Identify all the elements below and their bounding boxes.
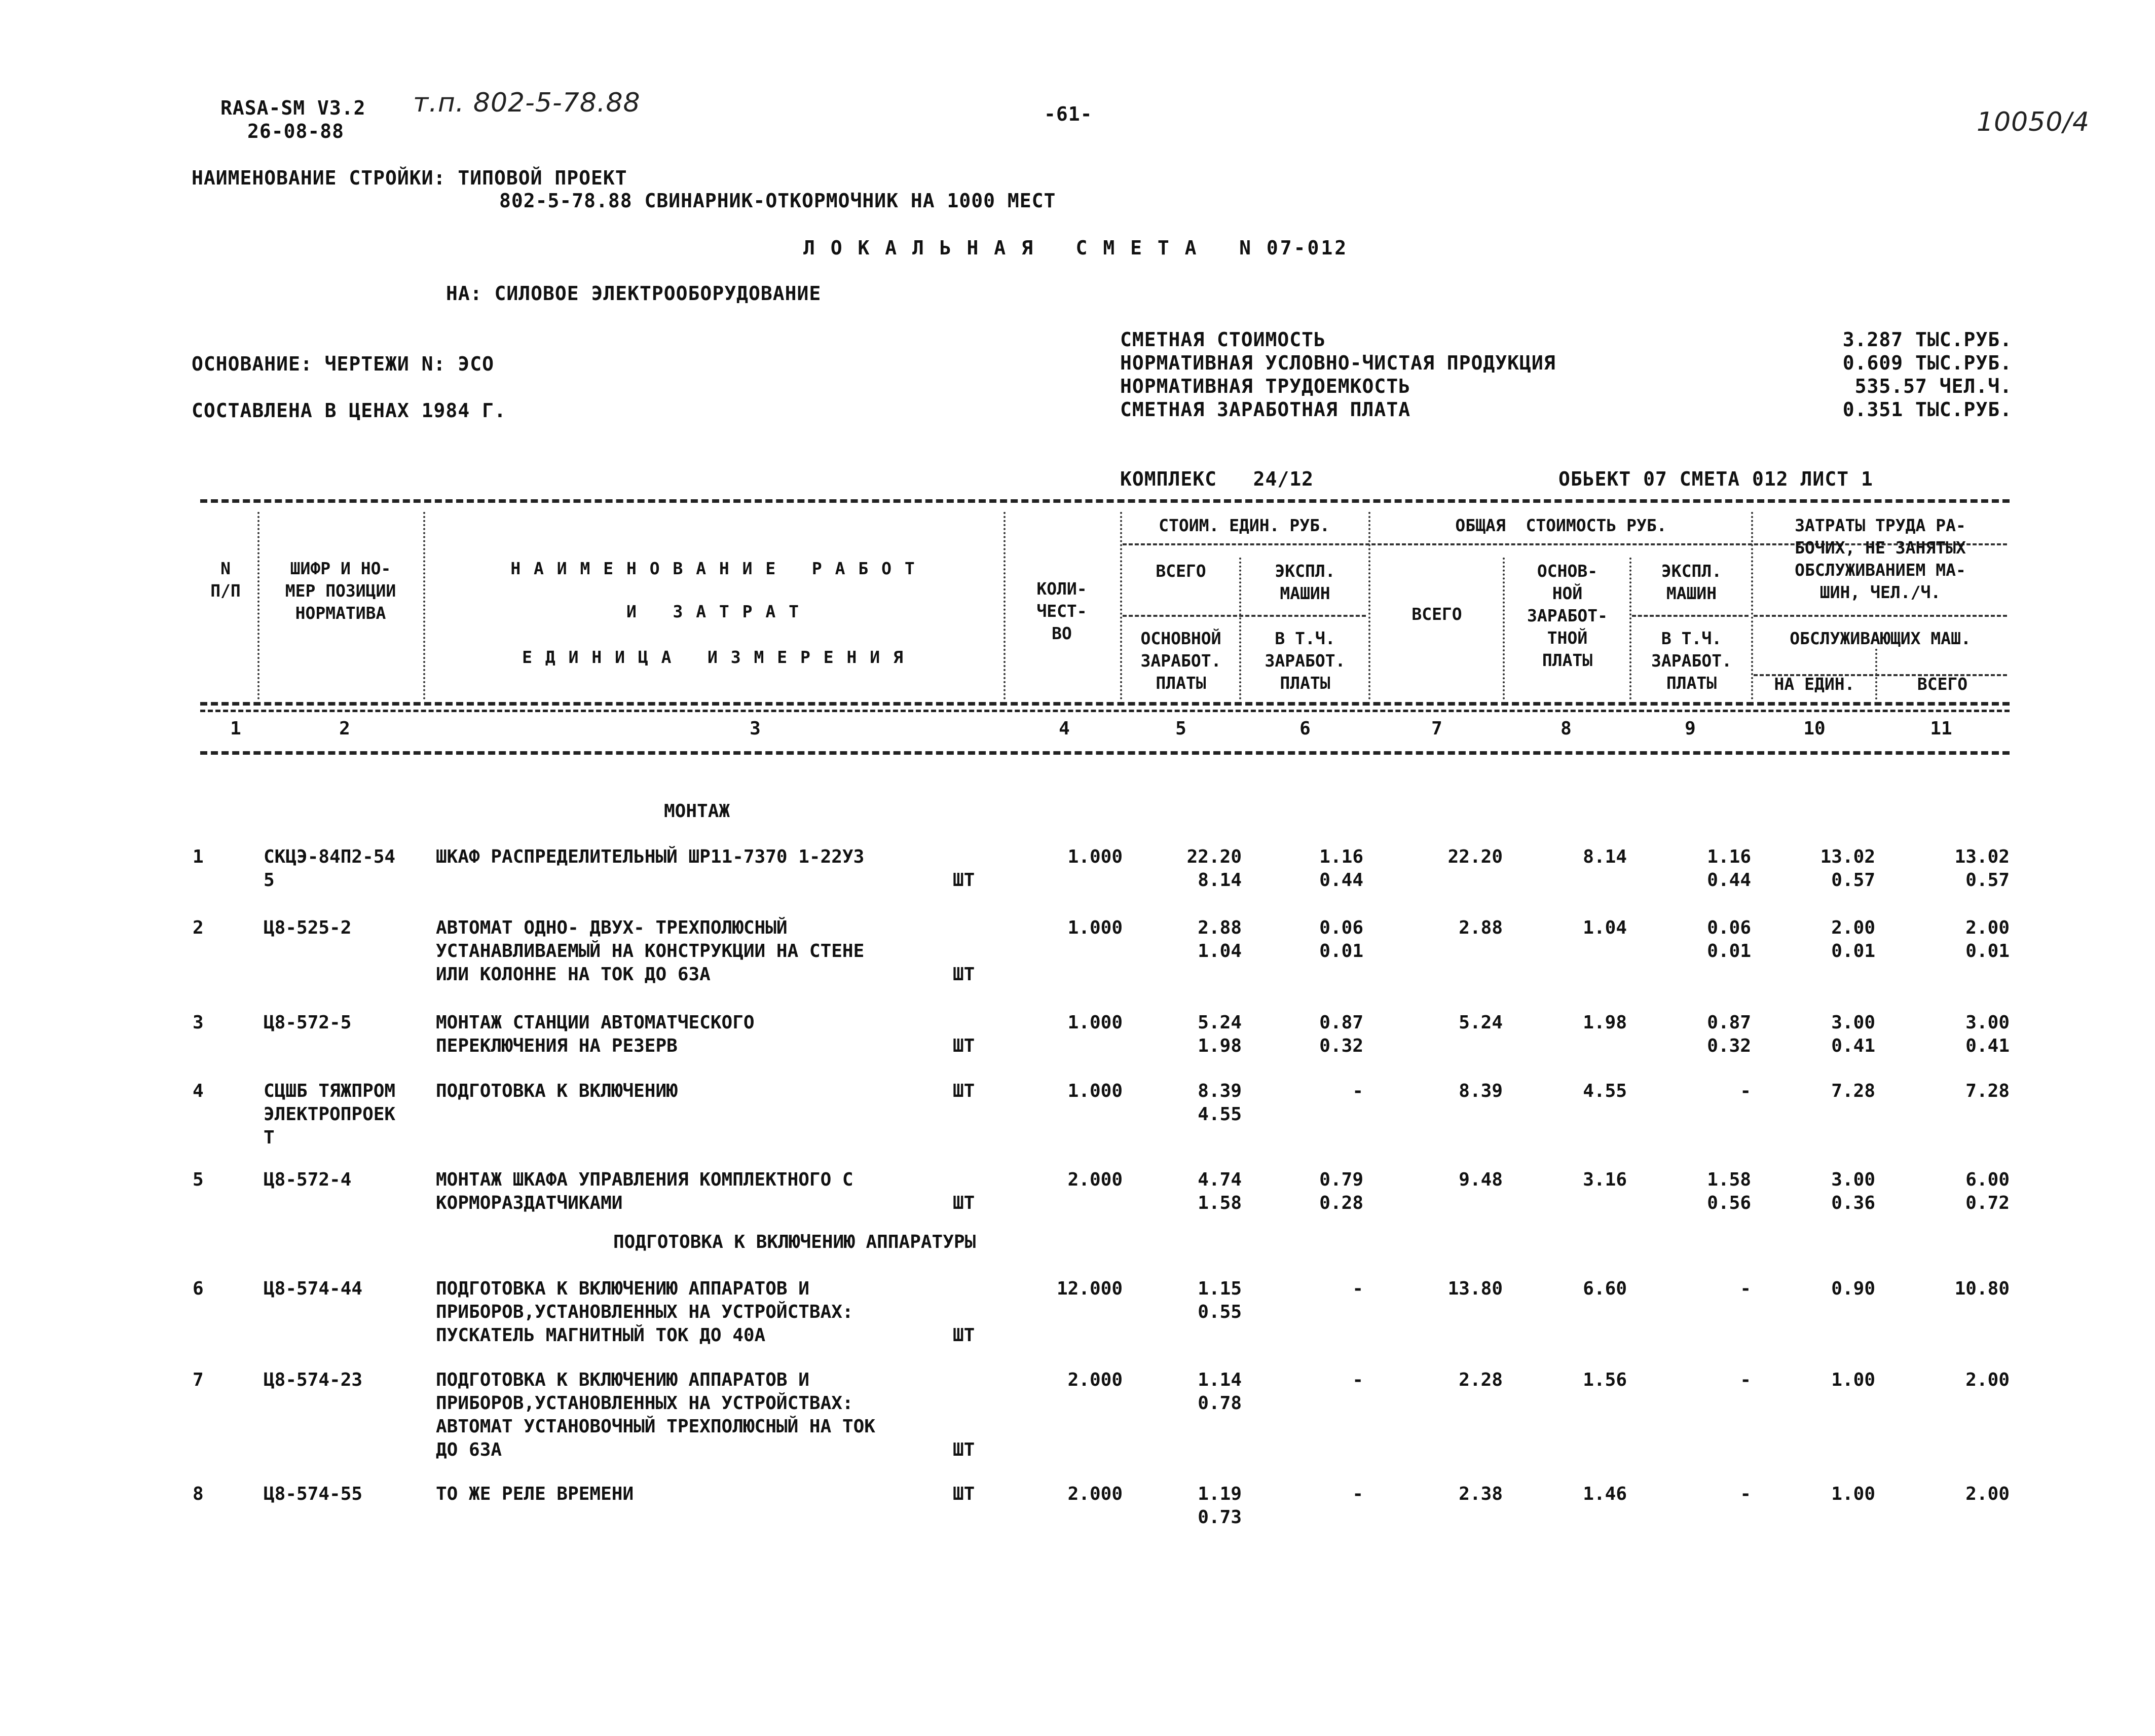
header-labor-machines: ОБСЛУЖИВАЮЩИХ МАШ. (1790, 629, 1971, 648)
column-separator (1751, 512, 1753, 699)
row-code: СЦШБ ТЯЖПРОМ ЭЛЕКТРОПРОЕК Т (264, 1081, 396, 1148)
row-unit: ШТ (953, 870, 975, 891)
row-code: СКЦЭ-84П2-54 5 (264, 846, 396, 891)
archive-number: 10050/4 (1977, 107, 2090, 137)
row-c6: 1.16 0.44 (1319, 846, 1363, 891)
row-name: МОНТАЖ СТАНЦИИ АВТОМАТЧЕСКОГО ПЕРЕКЛЮЧЕНИЯ НА РЕЗЕРВ (436, 1012, 755, 1056)
header-col6-wages: В Т.Ч. ЗАРАБОТ. ПЛАТЫ (1265, 629, 1346, 693)
row-qty: 2.000 (1067, 1169, 1123, 1190)
row-code: Ц8-572-5 (264, 1012, 352, 1033)
row-c5: 1.14 0.78 (1198, 1370, 1242, 1414)
program-version: RASA-SM V3.2 (220, 97, 366, 119)
row-c10: 1.00 (1831, 1370, 1875, 1390)
row-qty: 1.000 (1067, 1012, 1123, 1033)
table-top-rule (200, 499, 2010, 503)
header-inner-rule (1632, 615, 1749, 617)
row-c11: 6.00 0.72 (1965, 1169, 2010, 1213)
column-separator (423, 512, 425, 699)
row-name: ПОДГОТОВКА К ВКЛЮЧЕНИЮ (436, 1081, 678, 1101)
complex-label: КОМПЛЕКС 24/12 (1120, 468, 1314, 490)
summary-value: 0.351 ТЫС.РУБ. (1842, 398, 2012, 421)
row-qty: 1.000 (1067, 917, 1123, 938)
number-row-rule (200, 751, 2010, 755)
column-number: 3 (750, 718, 761, 739)
row-c7: 2.88 (1459, 917, 1503, 938)
row-c10: 1.00 (1831, 1484, 1875, 1504)
row-unit: ШТ (953, 1484, 975, 1504)
row-number: 3 (193, 1012, 204, 1033)
row-c11: 7.28 (1965, 1081, 2010, 1101)
column-separator (1629, 558, 1631, 699)
summary-label: СМЕТНАЯ ЗАРАБОТНАЯ ПЛАТА (1120, 398, 1411, 421)
row-c5: 5.24 1.98 (1198, 1012, 1242, 1056)
print-date: 26-08-88 (247, 120, 345, 142)
row-unit: ШТ (953, 1439, 975, 1460)
row-name: ШКАФ РАСПРЕДЕЛИТЕЛЬНЫЙ ШР11-7370 1-22УЗ (436, 846, 865, 867)
row-c7: 8.39 (1459, 1081, 1503, 1101)
row-c8: 1.56 (1583, 1370, 1627, 1390)
row-c8: 1.04 (1583, 917, 1627, 938)
row-c11: 3.00 0.41 (1965, 1012, 2010, 1056)
row-c5: 4.74 1.58 (1198, 1169, 1242, 1213)
section-title: ПОДГОТОВКА К ВКЛЮЧЕНИЮ АППАРАТУРЫ (613, 1232, 976, 1252)
row-c8: 4.55 (1583, 1081, 1627, 1101)
summary-value: 3.287 ТЫС.РУБ. (1842, 328, 2012, 351)
row-c9: - (1740, 1484, 1751, 1504)
column-number: 5 (1175, 718, 1186, 739)
column-number: 4 (1059, 718, 1070, 739)
basis-text: ОСНОВАНИЕ: ЧЕРТЕЖИ N: ЭСО (192, 353, 494, 375)
row-c10: 7.28 (1831, 1081, 1875, 1101)
header-col5-wages: ОСНОВНОЙ ЗАРАБОТ. ПЛАТЫ (1140, 629, 1221, 693)
column-separator (1503, 558, 1505, 699)
row-c7: 9.48 (1459, 1169, 1503, 1190)
column-number: 1 (230, 718, 241, 739)
row-number: 6 (193, 1278, 204, 1299)
header-col9-wages: В Т.Ч. ЗАРАБОТ. ПЛАТЫ (1651, 629, 1732, 693)
row-c5: 22.20 8.14 (1186, 846, 1242, 891)
header-col11-total: ВСЕГО (1917, 674, 1968, 694)
row-c6: - (1352, 1484, 1363, 1504)
column-number: 2 (339, 718, 350, 739)
row-c5: 2.88 1.04 (1198, 917, 1242, 962)
row-number: 1 (193, 846, 204, 867)
row-qty: 2.000 (1067, 1370, 1123, 1390)
row-c9: 0.87 0.32 (1707, 1012, 1751, 1056)
header-col9-machines: ЭКСПЛ. МАШИН (1661, 561, 1722, 603)
row-unit: ШТ (953, 1036, 975, 1056)
row-code: Ц8-572-4 (264, 1169, 352, 1190)
header-col8-wages: ОСНОВ- НОЙ ЗАРАБОТ- ТНОЙ ПЛАТЫ (1527, 561, 1608, 670)
summary-value: 0.609 ТЫС.РУБ. (1842, 352, 2012, 374)
column-number: 6 (1299, 718, 1311, 739)
column-number: 7 (1431, 718, 1442, 739)
row-c11: 2.00 (1965, 1370, 2010, 1390)
header-unit-cost: СТОИМ. ЕДИН. РУБ. (1159, 515, 1330, 535)
row-c9: - (1740, 1081, 1751, 1101)
header-bottom-rule (200, 702, 2010, 706)
column-separator (1120, 512, 1122, 699)
row-c10: 2.00 0.01 (1831, 917, 1875, 962)
column-separator (1004, 512, 1006, 699)
row-number: 4 (193, 1081, 204, 1101)
summary-label: НОРМАТИВНАЯ УСЛОВНО-ЧИСТАЯ ПРОДУКЦИЯ (1120, 352, 1556, 374)
header-labor: ЗАТРАТЫ ТРУДА РА- БОЧИХ, НЕ ЗАНЯТЫХ ОБСЛУЖИВАНИЕМ МА- ШИН, ЧЕЛ./Ч. (1795, 515, 1966, 602)
summary-label: СМЕТНАЯ СТОИМОСТЬ (1120, 328, 1326, 351)
column-number: 10 (1803, 718, 1826, 739)
row-unit: ШТ (953, 964, 975, 985)
row-number: 5 (193, 1169, 204, 1190)
row-code: Ц8-574-23 (264, 1370, 363, 1390)
row-qty: 2.000 (1067, 1484, 1123, 1504)
row-c6: 0.06 0.01 (1319, 917, 1363, 962)
row-c6: - (1352, 1081, 1363, 1101)
row-c11: 10.80 (1954, 1278, 2010, 1299)
row-c7: 5.24 (1459, 1012, 1503, 1033)
header-col10-per-unit: НА ЕДИН. (1774, 674, 1855, 694)
row-c5: 8.39 4.55 (1198, 1081, 1242, 1125)
construction-label: НАИМЕНОВАНИЕ СТРОЙКИ: ТИПОВОЙ ПРОЕКТ (192, 167, 627, 189)
row-code: Ц8-574-55 (264, 1484, 363, 1504)
price-level-text: СОСТАВЛЕНА В ЦЕНАХ 1984 Г. (192, 399, 506, 422)
row-name: ПОДГОТОВКА К ВКЛЮЧЕНИЮ АППАРАТОВ И ПРИБОРОВ,УСТАНОВЛЕННЫХ НА УСТРОЙСТВАХ: ПУСКАТЕЛЬ МАГНИТНЫЙ ТОК ДО 40А (436, 1278, 853, 1346)
header-total-cost: ОБЩАЯ СТОИМОСТЬ РУБ. (1455, 515, 1667, 535)
summary-value: 535.57 ЧЕЛ.Ч. (1854, 375, 2012, 397)
row-name: ТО ЖЕ РЕЛЕ ВРЕМЕНИ (436, 1484, 634, 1504)
row-code: Ц8-574-44 (264, 1278, 363, 1299)
row-c9: 1.58 0.56 (1707, 1169, 1751, 1213)
column-number: 9 (1685, 718, 1696, 739)
header-col-code: ШИФР И НО- МЕР ПОЗИЦИИ НОРМАТИВА (285, 559, 396, 623)
row-c11: 2.00 (1965, 1484, 2010, 1504)
row-c6: 0.87 0.32 (1319, 1012, 1363, 1056)
header-bottom-rule (200, 710, 2010, 712)
row-c7: 22.20 (1447, 846, 1503, 867)
header-inner-rule (1754, 615, 2007, 617)
row-c6: - (1352, 1278, 1363, 1299)
column-separator (1368, 512, 1370, 699)
header-col7-total: ВСЕГО (1411, 604, 1462, 624)
row-unit: ШТ (953, 1193, 975, 1213)
row-c9: 1.16 0.44 (1707, 846, 1751, 891)
row-c11: 13.02 0.57 (1954, 846, 2010, 891)
row-number: 7 (193, 1370, 204, 1390)
row-c10: 3.00 0.41 (1831, 1012, 1875, 1056)
document-subtitle: НА: СИЛОВОЕ ЭЛЕКТРООБОРУДОВАНИЕ (446, 282, 822, 305)
row-c9: - (1740, 1278, 1751, 1299)
row-number: 2 (193, 917, 204, 938)
document-title: Л О К А Л Ь Н А Я С М Е Т А N 07-012 (803, 237, 1349, 259)
row-c11: 2.00 0.01 (1965, 917, 2010, 962)
row-c8: 3.16 (1583, 1169, 1627, 1190)
row-unit: ШТ (953, 1081, 975, 1101)
column-separator (1239, 558, 1241, 699)
row-c5: 1.15 0.55 (1198, 1278, 1242, 1322)
page-number: -61- (1044, 103, 1093, 125)
row-c8: 1.98 (1583, 1012, 1627, 1033)
row-c10: 3.00 0.36 (1831, 1169, 1875, 1213)
row-c6: 0.79 0.28 (1319, 1169, 1363, 1213)
construction-name: 802-5-78.88 СВИНАРНИК-ОТКОРМОЧНИК НА 1000 МЕСТ (499, 190, 1056, 212)
column-number: 8 (1560, 718, 1572, 739)
row-c10: 13.02 0.57 (1820, 846, 1875, 891)
row-code: Ц8-525-2 (264, 917, 352, 938)
row-c5: 1.19 0.73 (1198, 1484, 1242, 1528)
project-code: т.п. 802-5-78.88 (413, 88, 641, 118)
header-col-qty: КОЛИ- ЧЕСТ- ВО (1036, 579, 1087, 643)
row-number: 8 (193, 1484, 204, 1504)
row-qty: 1.000 (1067, 846, 1123, 867)
row-c7: 2.28 (1459, 1370, 1503, 1390)
row-c9: 0.06 0.01 (1707, 917, 1751, 962)
row-c8: 6.60 (1583, 1278, 1627, 1299)
header-col6-machines: ЭКСПЛ. МАШИН (1275, 561, 1335, 603)
row-c7: 2.38 (1459, 1484, 1503, 1504)
row-qty: 1.000 (1067, 1081, 1123, 1101)
object-label: ОБЬЕКТ 07 СМЕТА 012 ЛИСТ 1 (1558, 468, 1873, 490)
row-c7: 13.80 (1447, 1278, 1503, 1299)
row-qty: 12.000 (1056, 1278, 1123, 1299)
row-c6: - (1352, 1370, 1363, 1390)
header-inner-rule (1123, 615, 1366, 617)
row-name: АВТОМАТ ОДНО- ДВУХ- ТРЕХПОЛЮСНЫЙ УСТАНАВЛИВАЕМЫЙ НА КОНСТРУКЦИИ НА СТЕНЕ ИЛИ КОЛОННЕ НА ТОК ДО 63А (436, 917, 865, 985)
row-c8: 8.14 (1583, 846, 1627, 867)
summary-label: НОРМАТИВНАЯ ТРУДОЕМКОСТЬ (1120, 375, 1411, 397)
column-number: 11 (1930, 718, 1952, 739)
row-c9: - (1740, 1370, 1751, 1390)
header-col-n: N П/П (210, 559, 241, 601)
header-col5-total: ВСЕГО (1156, 561, 1206, 581)
header-col-unit: Е Д И Н И Ц А И З М Е Р Е Н И Я (522, 647, 905, 667)
row-unit: ШТ (953, 1325, 975, 1346)
header-col-name-line2: И З А Т Р А Т (626, 602, 800, 621)
section-title: МОНТАЖ (664, 801, 730, 822)
row-name: ПОДГОТОВКА К ВКЛЮЧЕНИЮ АППАРАТОВ И ПРИБОРОВ,УСТАНОВЛЕННЫХ НА УСТРОЙСТВАХ: АВТОМАТ УСТАНОВОЧНЫЙ ТРЕХПОЛЮСНЫЙ НА ТОК ДО 63А (436, 1370, 875, 1460)
row-c8: 1.46 (1583, 1484, 1627, 1504)
row-c10: 0.90 (1831, 1278, 1875, 1299)
row-name: МОНТАЖ ШКАФА УПРАВЛЕНИЯ КОМПЛЕКТНОГО С КОРМОРАЗДАТЧИКАМИ (436, 1169, 853, 1213)
header-col-name: Н А И М Е Н О В А Н И Е Р А Б О Т (510, 559, 916, 578)
